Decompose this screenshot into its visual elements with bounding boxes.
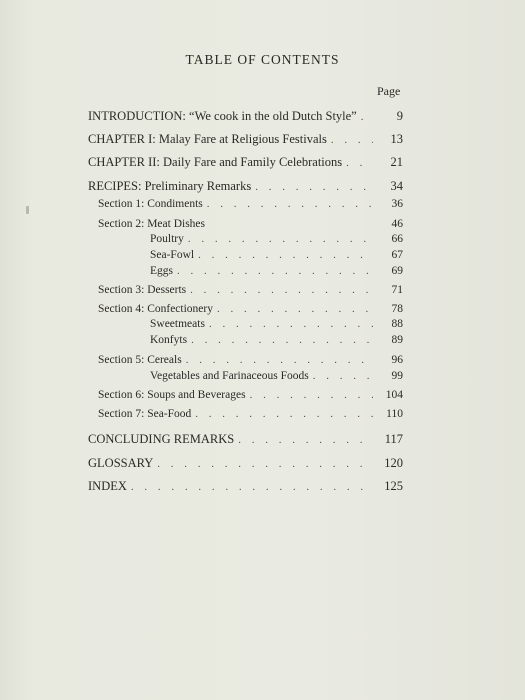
- toc-entry-page: 46: [391, 218, 403, 230]
- toc-entry-label: INDEX: [88, 479, 127, 493]
- dot-leader: [191, 334, 373, 346]
- toc-entry-label: CHAPTER II: Daily Fare and Family Celebrations: [88, 155, 343, 169]
- toc-entry-section-5: [98, 354, 403, 366]
- toc-entry-recipes: [88, 179, 403, 194]
- dot-leader: [195, 408, 373, 420]
- toc-entry-page: 21: [390, 155, 403, 169]
- toc-entry-label: Sea-Fowl: [150, 249, 195, 261]
- page-title: TABLE OF CONTENTS: [185, 52, 340, 67]
- toc-entry-label: Konfyts: [150, 334, 188, 346]
- toc-entry-introduction: [88, 109, 403, 124]
- toc-entry-page: 78: [391, 303, 403, 315]
- toc-entry-eggs: [150, 265, 403, 277]
- dot-leader: [255, 181, 373, 193]
- toc-entry-label: Section 6: Soups and Beverages: [98, 389, 246, 401]
- toc-entry-section-2: [98, 218, 403, 230]
- toc-entry-glossary: [88, 456, 403, 471]
- toc-entry-label: Vegetables and Farinaceous Foods: [150, 370, 309, 382]
- toc-entry-index: [88, 479, 403, 494]
- toc-entry-konfyts: [150, 334, 403, 346]
- dot-leader: [190, 284, 373, 296]
- toc-entry-page: 67: [391, 249, 403, 261]
- dot-leader: [188, 233, 373, 245]
- toc-entry-label: CHAPTER I: Malay Fare at Religious Festivals: [88, 132, 327, 146]
- toc-entry-label: Poultry: [150, 233, 184, 245]
- page-column-header: Page: [377, 84, 401, 98]
- toc-entry-section-1: [98, 198, 403, 210]
- toc-entry-label: INTRODUCTION: “We cook in the old Dutch Style”: [88, 109, 357, 123]
- toc-entry-page: 69: [391, 265, 403, 277]
- toc-entry-section-4: [98, 303, 403, 315]
- toc-entry-label: Section 1: Condiments: [98, 198, 203, 210]
- dot-leader: [346, 157, 373, 169]
- dot-leader: [157, 458, 373, 470]
- toc-entry-section-3: [98, 284, 403, 296]
- toc-entry-page: 120: [384, 456, 403, 470]
- toc-entry-chapter-2: [88, 155, 403, 170]
- toc-entry-sweetmeats: [150, 318, 403, 330]
- toc-entry-section-6: [98, 389, 403, 401]
- toc-entry-label: Section 7: Sea-Food: [98, 408, 192, 420]
- dot-leader: [250, 389, 373, 401]
- toc-entry-label: Eggs: [150, 265, 173, 277]
- toc-entry-page: 96: [391, 354, 403, 366]
- dot-leader: [313, 370, 373, 382]
- toc-entry-label: Sweetmeats: [150, 318, 205, 330]
- dot-leader: [198, 249, 373, 261]
- toc-entry-page: 88: [391, 318, 403, 330]
- toc-entry-label: Section 2: Meat Dishes: [98, 218, 205, 230]
- toc-entry-label: CONCLUDING REMARKS: [88, 432, 235, 446]
- dot-leader: [217, 303, 373, 315]
- toc-entry-poultry: [150, 233, 403, 245]
- dot-leader: [238, 434, 373, 446]
- toc-entry-concluding-remarks: [88, 432, 403, 447]
- toc-entry-page: 125: [384, 479, 403, 493]
- page-mark: [26, 206, 29, 214]
- toc-entry-section-7: [98, 408, 403, 420]
- toc-entry-page: 104: [385, 389, 403, 401]
- toc-entry-page: 34: [390, 179, 403, 193]
- toc-entry-page: 71: [391, 284, 403, 296]
- toc-entry-page: 117: [384, 432, 403, 446]
- dot-leader: [131, 481, 373, 493]
- toc-entry-page: 110: [386, 408, 403, 420]
- toc-entry-label: Section 4: Confectionery: [98, 303, 213, 315]
- dot-leader: [177, 265, 373, 277]
- toc-entry-label: Section 3: Desserts: [98, 284, 187, 296]
- toc-entry-page: 66: [391, 233, 403, 245]
- toc-entry-page: 36: [391, 198, 403, 210]
- dot-leader: [209, 318, 373, 330]
- toc-entry-page: 13: [390, 132, 403, 146]
- toc-entry-page: 89: [391, 334, 403, 346]
- toc-entry-sea-fowl: [150, 249, 403, 261]
- dot-leader: [207, 198, 373, 210]
- toc-entry-page: 9: [396, 109, 403, 123]
- toc-entry-label: RECIPES: Preliminary Remarks: [88, 179, 252, 193]
- toc-entry-chapter-1: [88, 132, 403, 147]
- toc-entry-page: 99: [391, 370, 403, 382]
- toc-entry-label: GLOSSARY: [88, 456, 154, 470]
- toc-entry-label: Section 5: Cereals: [98, 354, 182, 366]
- dot-leader: [331, 134, 373, 146]
- toc-entry-vegetables: [150, 370, 403, 382]
- dot-leader: [186, 354, 373, 366]
- dot-leader: [361, 111, 373, 123]
